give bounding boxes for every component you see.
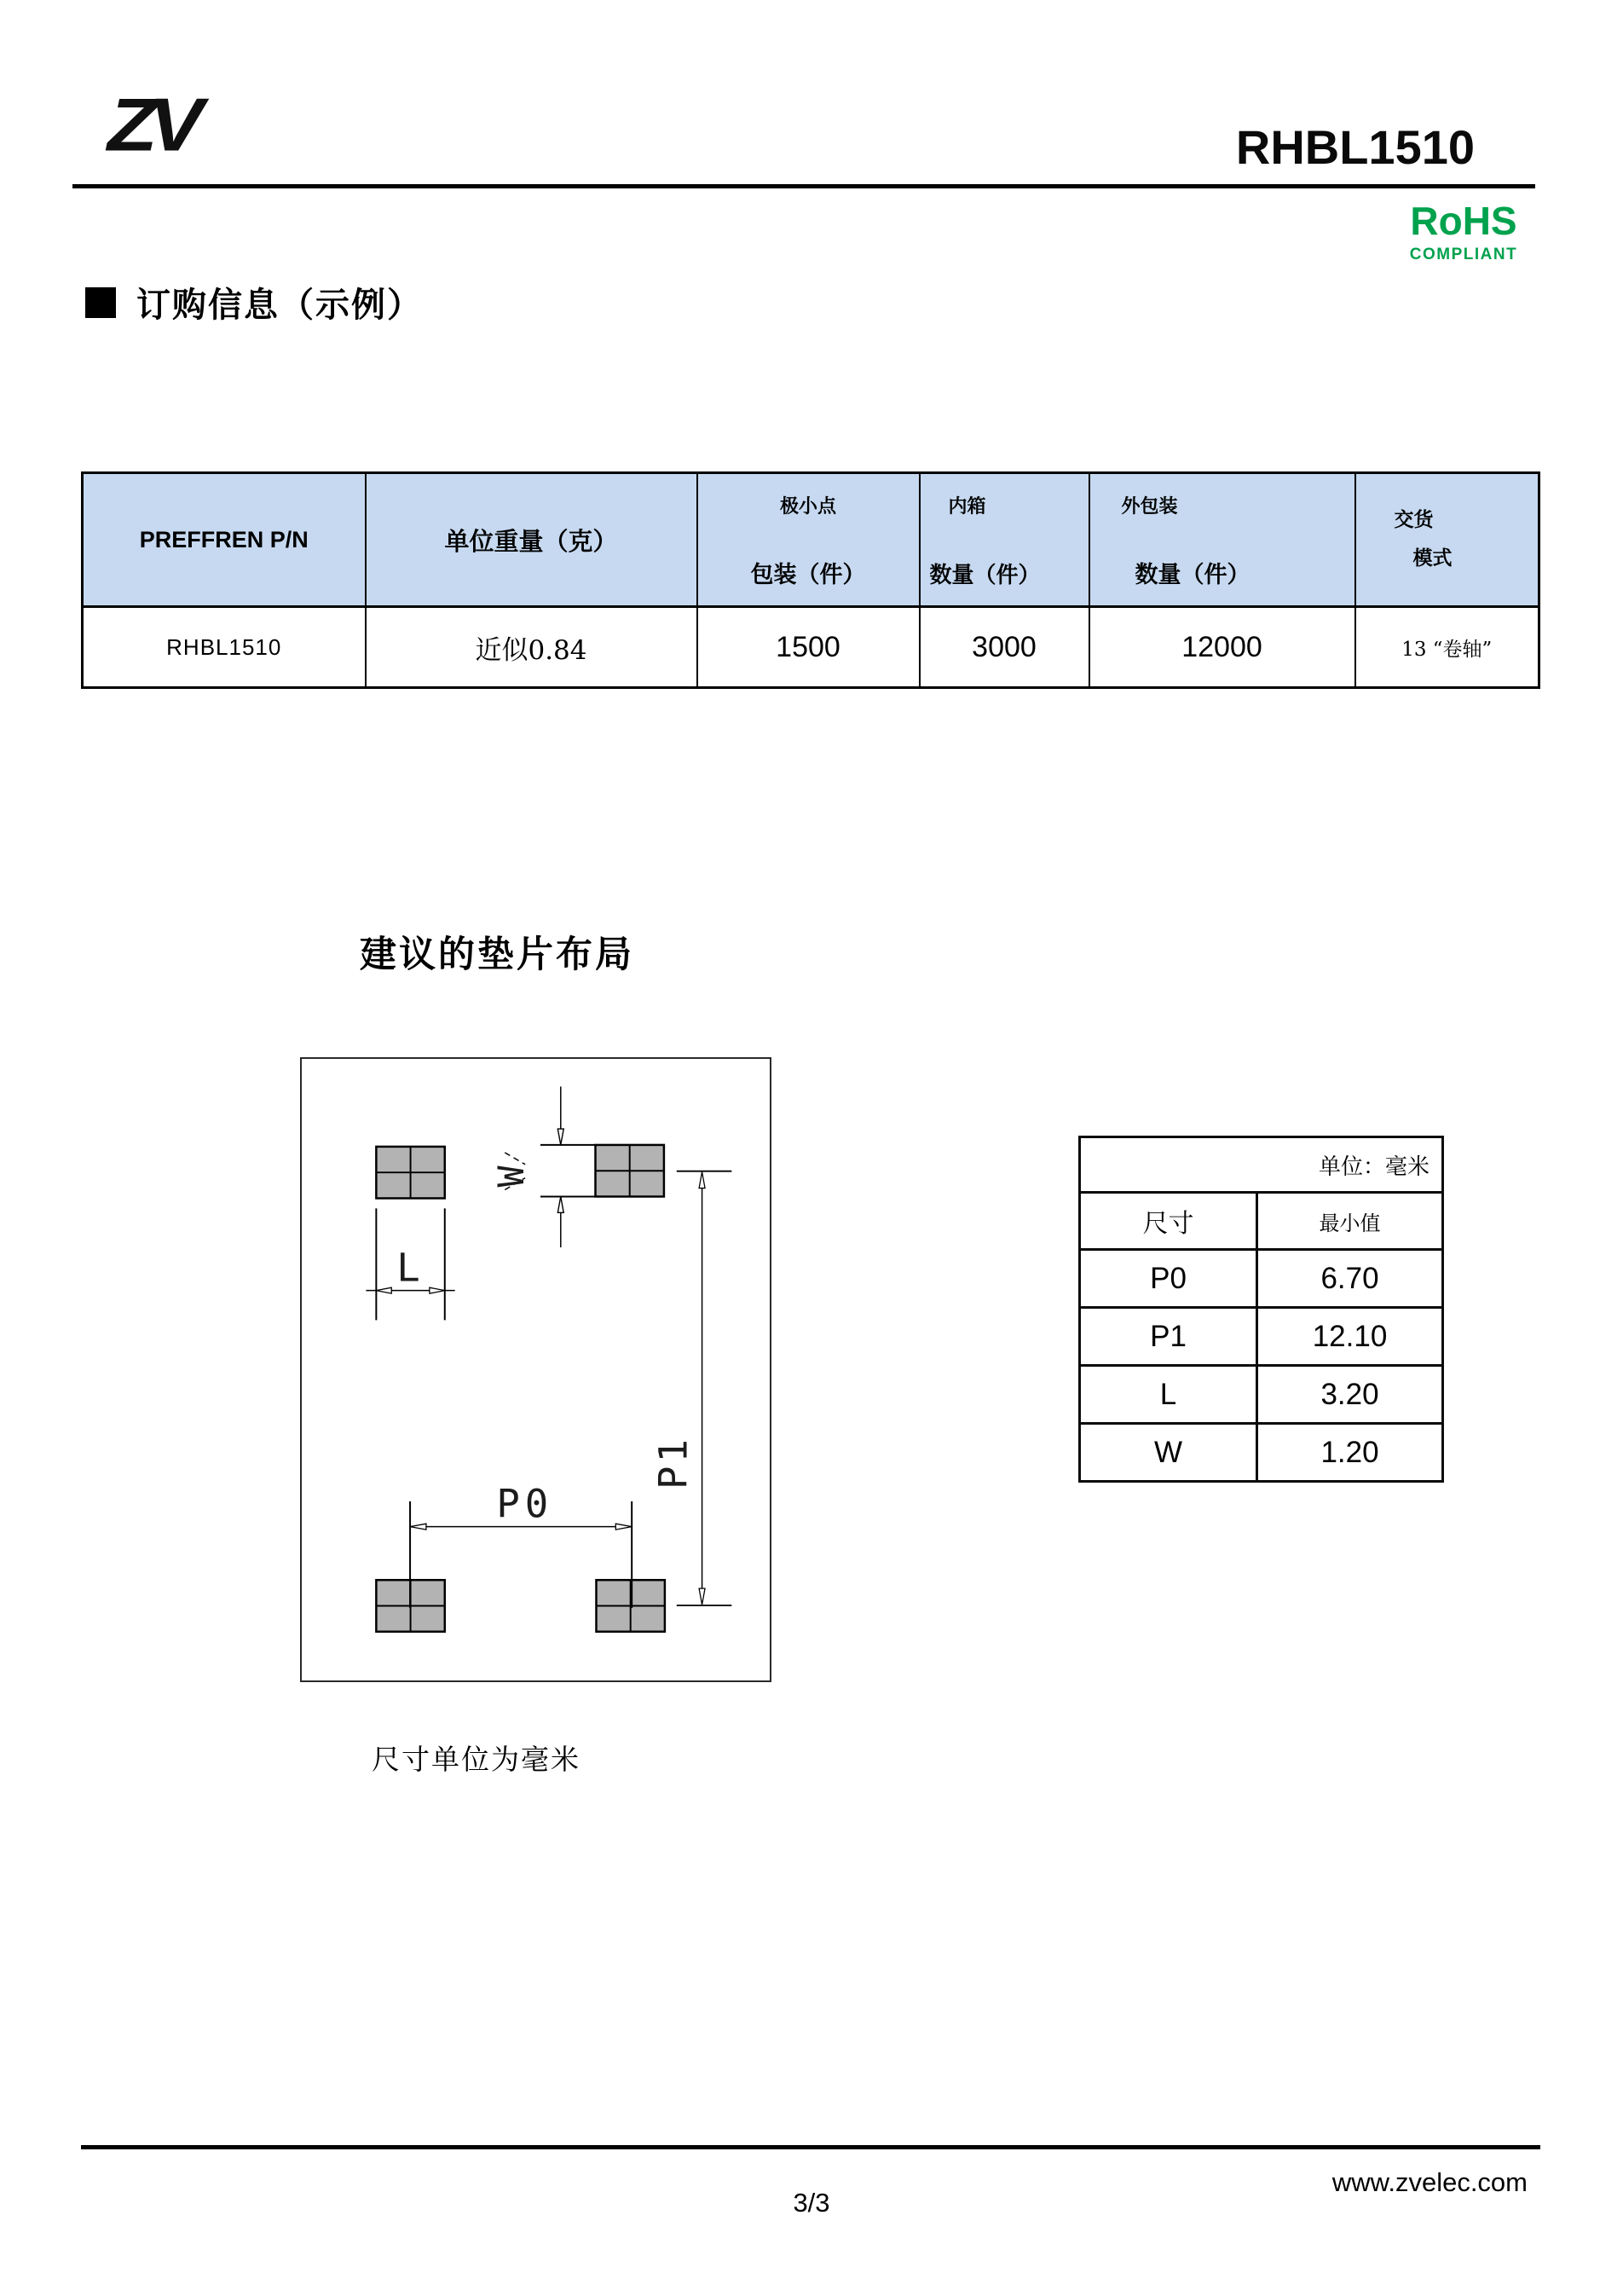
footer-divider [81,2145,1540,2149]
rohs-badge [1400,201,1528,264]
p1-dimension [651,1171,732,1605]
dims-row-p1 [1080,1308,1443,1366]
ordering-table-data-row [83,607,1539,688]
dims-header-min: 最小值 [1257,1193,1443,1250]
ordering-section-title: 订购信息（示例） [136,285,423,325]
col-header-part-number: PREFFREN P/N [83,473,366,607]
company-logo: ZV [107,83,195,167]
cell-inner-box-qty: 3000 [920,607,1089,688]
p0-dimension-label: P0 [496,1481,554,1527]
section-bullet-square-icon [85,287,116,318]
pad-layout-drawing [302,1059,770,1680]
ordering-section-heading [85,278,423,327]
l-dimension-label: L [396,1245,420,1291]
header-divider [72,184,1535,188]
pad-top-right [595,1145,663,1197]
cell-min-packing: 1500 [697,607,920,688]
dims-row-w [1080,1424,1443,1482]
product-code-title: RHBL1510 [1235,120,1475,174]
dims-row-l [1080,1366,1443,1424]
dims-w-name: W [1080,1424,1257,1482]
dims-header-row [1080,1193,1443,1250]
col-header-delivery-mode: 交货 模式 [1355,473,1539,607]
dims-p1-name: P1 [1080,1308,1257,1366]
dims-header-dimension: 尺寸 [1080,1193,1257,1250]
cell-delivery-mode: 13 “卷轴” [1355,607,1539,688]
dims-unit-row [1080,1137,1443,1193]
cell-part-number: RHBL1510 [83,607,366,688]
rohs-label: RoHS [1410,199,1517,243]
cell-outer-packing-qty: 12000 [1089,607,1355,688]
dimension-unit-note: 尺寸单位为毫米 [372,1743,580,1776]
website-url: www.zvelec.com [1331,2167,1528,2197]
pad-layout-diagram [300,1057,771,1682]
dims-p0-min: 6.70 [1257,1250,1443,1308]
p1-dimension-label: P1 [650,1436,696,1489]
ordering-table [81,471,1540,689]
dims-p0-name: P0 [1080,1250,1257,1308]
w-dimension-label: W [490,1165,533,1188]
pad-top-left [376,1147,444,1199]
page-number: 3/3 [793,2188,830,2218]
col-header-unit-weight: 单位重量（克） [366,473,697,607]
rohs-compliant-label: COMPLIANT [1409,246,1518,263]
dims-unit-label: 单位：毫米 [1080,1137,1443,1193]
dims-row-p0 [1080,1250,1443,1308]
col-header-outer-packing: 外包装 数量（件） [1089,473,1355,607]
col-header-min-packing: 极小点 包装（件） [697,473,920,607]
l-dimension [366,1208,454,1320]
pad-bottom-right [596,1580,664,1632]
cell-unit-weight: 近似0.84 [366,607,697,688]
dims-p1-min: 12.10 [1257,1308,1443,1366]
dims-l-name: L [1080,1366,1257,1424]
dims-l-min: 3.20 [1257,1366,1443,1424]
ordering-table-header-row [83,473,1539,607]
pad-layout-section-title: 建议的垫片布局 [360,934,634,976]
w-dimension [490,1086,595,1247]
col-header-inner-box: 内箱 数量（件） [920,473,1089,607]
dims-w-min: 1.20 [1257,1424,1443,1482]
dimensions-table [1078,1136,1444,1483]
